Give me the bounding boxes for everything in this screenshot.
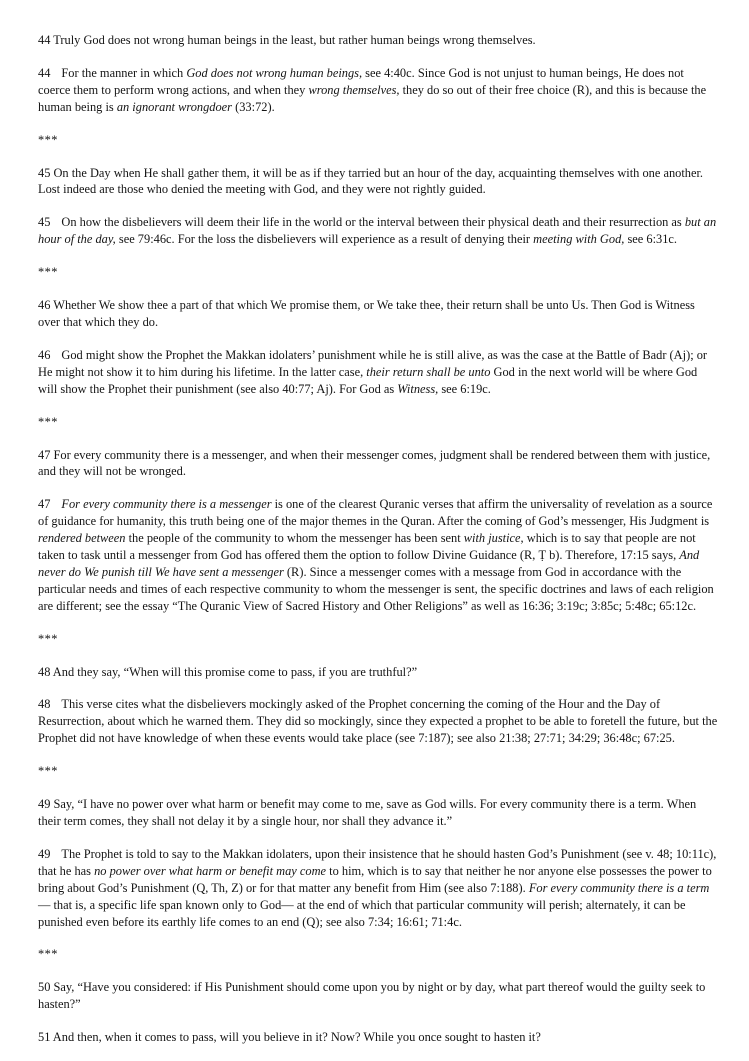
commentary-49-seg3: — that is, a specific life span known only to God— at the end of which that particular community will perish; alternately, it can be punished even before its earthly life comes to an end (Q); see also 7:34; 16:61; 71:4c. bbox=[38, 897, 686, 929]
commentary-number-47: 47 bbox=[38, 497, 51, 512]
verse-text-50 bbox=[38, 979, 719, 1013]
commentary-49-italic1: no power over what harm or benefit may come bbox=[94, 863, 327, 878]
verse-44-body: 44 Truly God does not wrong human beings in the least, but rather human beings wrong themselves. bbox=[38, 33, 536, 47]
verse-49-body: 49 Say, “I have no power over what harm or benefit may come to me, save as God wills. For every community there is a term. When their term comes, they shall not delay it by a single hour, nor shall they advance it.” bbox=[38, 797, 697, 828]
page-content bbox=[38, 32, 719, 1046]
section-separator-2: *** bbox=[38, 265, 58, 280]
commentary-45-italic2: meeting with God, bbox=[533, 232, 625, 247]
verse-text-46 bbox=[38, 297, 719, 331]
commentary-44-seg2: see 4:40c. Since God is not unjust to human beings, He does not coerce them to perform wrong actions, and when they bbox=[38, 65, 684, 97]
section-separator-1: *** bbox=[38, 132, 58, 147]
commentary-44-italic1: God does not wrong human beings, bbox=[186, 65, 363, 80]
verse-47-body: 47 For every community there is a messenger, and when their messenger comes, judgment shall be rendered between them with justice, and they will not be wronged. bbox=[38, 447, 711, 479]
commentary-47-italic2: rendered between bbox=[38, 531, 126, 546]
verse-text-44 bbox=[38, 32, 719, 49]
commentary-46-seg3: see 6:19c. bbox=[438, 381, 491, 396]
commentary-44-seg3: they do so out of their free choice (R), and this is because the human being is bbox=[38, 82, 707, 114]
commentary-46-seg1: God might show the Prophet the Makkan idolaters’ punishment while he is still alive, as was the case at the Battle of Badr (Aj); or He might not show it to him during his lifetime. In the latter case, bbox=[38, 347, 708, 379]
commentary-47-seg2: the people of the community to whom the messenger has been sent bbox=[125, 531, 464, 546]
commentary-47-italic4: And never do We punish till We have sent a messenger bbox=[38, 548, 700, 579]
section-separator-5: *** bbox=[38, 764, 58, 779]
verse-45-body: 45 On the Day when He shall gather them, it will be as if they tarried but an hour of the day, acquainting themselves with one another. Lost indeed are those who denied the meeting with God, and they were not rightly guided. bbox=[38, 165, 704, 197]
verse-46-body: 46 Whether We show thee a part of that which We promise them, or We take thee, their return shall be unto Us. Then God is Witness over that which they do. bbox=[38, 298, 695, 329]
commentary-49-seg2: to him, which is to say that neither he nor anyone else possesses the power to bring about God’s Punishment (Q, Th, Z) or for that matter any benefit from Him (see also 7:188). bbox=[38, 863, 712, 895]
commentary-number-44: 44 bbox=[38, 65, 51, 80]
commentary-44-italic2: wrong themselves, bbox=[308, 82, 400, 97]
commentary-46-italic2: Witness, bbox=[397, 381, 439, 396]
commentary-44-seg4: (33:72). bbox=[232, 99, 275, 114]
commentary-48-seg1: This verse cites what the disbelievers mockingly asked of the Prophet concerning the coming of the Hour and the Day of Resurrection, about which he warned them. They did so mockingly, since they expected a prophet to be able to foretell the future, but the Prophet did not have knowledge of when these events would take place (see 7:187); see also 21:38; 27:71; 34:29; 36:48c; 67:25. bbox=[38, 697, 718, 746]
commentary-45 bbox=[38, 214, 719, 248]
commentary-number-46: 46 bbox=[38, 347, 51, 362]
verse-48-body: 48 And they say, “When will this promise come to pass, if you are truthful?” bbox=[38, 664, 418, 679]
verse-50-body: 50 Say, “Have you considered: if His Punishment should come upon you by night or by day, what part thereof would the guilty seek to hasten?” bbox=[38, 980, 706, 1012]
commentary-49-italic2: For every community there is a term bbox=[528, 880, 710, 895]
commentary-number-49: 49 bbox=[38, 846, 51, 861]
commentary-47-seg1: is one of the clearest Quranic verses that affirm the universality of revelation as a source of guidance for humanity, this truth being one of the major themes in the Quran. After the coming of God’s messenger, His Judgment is bbox=[38, 497, 713, 529]
commentary-47-italic1: For every community there is a messenger bbox=[61, 497, 272, 512]
commentary-47-italic3: with justice, bbox=[463, 531, 524, 546]
verse-text-49 bbox=[38, 796, 719, 830]
commentary-46-italic1: their return shall be unto bbox=[366, 364, 491, 379]
commentary-number-48: 48 bbox=[38, 697, 51, 712]
commentary-44-italic3: an ignorant wrongdoer bbox=[116, 99, 233, 114]
section-separator-3: *** bbox=[38, 414, 58, 429]
commentary-49 bbox=[38, 846, 719, 931]
commentary-47-seg3: which is to say that people are not taken to task until a messenger from God has offered them the option to follow Divine Guidance (R, Ṭ b). Therefore, 17:15 says, bbox=[38, 531, 696, 563]
commentary-46-seg2: God in the next world will be where God will show the Prophet their punishment (see also 40:77; Aj). For God as bbox=[38, 364, 698, 396]
commentary-45-seg2: see 79:46c. For the loss the disbelievers will experience as a result of denying their bbox=[115, 232, 534, 247]
section-separator-4: *** bbox=[38, 631, 58, 646]
commentary-47 bbox=[38, 496, 719, 614]
commentary-46 bbox=[38, 347, 719, 398]
commentary-44-seg1: For the manner in which bbox=[61, 65, 187, 80]
commentary-45-seg1: On how the disbelievers will deem their life in the world or the interval between their physical death and their resurrection as bbox=[61, 215, 685, 230]
commentary-48 bbox=[38, 696, 719, 747]
verse-text-45 bbox=[38, 165, 719, 199]
verse-text-51 bbox=[38, 1029, 719, 1046]
verse-text-47 bbox=[38, 447, 719, 481]
commentary-number-45: 45 bbox=[38, 215, 51, 230]
commentary-45-italic1: but an hour of the day, bbox=[38, 215, 717, 247]
commentary-44 bbox=[38, 65, 719, 116]
commentary-47-seg4: (R). Since a messenger comes with a message from God in accordance with the particular needs and times of each respective community to whom the messenger is sent, the specific doctrines and laws of each religion are different; see the essay “The Quranic View of Sacred History and Other Religions” as well as 16:36; 3:19c; 3:85c; 5:48c; 65:12c. bbox=[38, 564, 714, 613]
commentary-49-seg1: The Prophet is told to say to the Makkan idolaters, upon their insistence that he should hasten God’s Punishment (see v. 48; 10:11c), that he has bbox=[38, 846, 717, 878]
commentary-45-seg3: see 6:31c. bbox=[624, 232, 678, 247]
verse-text-48 bbox=[38, 664, 719, 681]
verse-51-body: 51 And then, when it comes to pass, will you believe in it? Now? While you once sought to hasten it? bbox=[38, 1030, 541, 1045]
section-separator-6: *** bbox=[38, 947, 58, 962]
